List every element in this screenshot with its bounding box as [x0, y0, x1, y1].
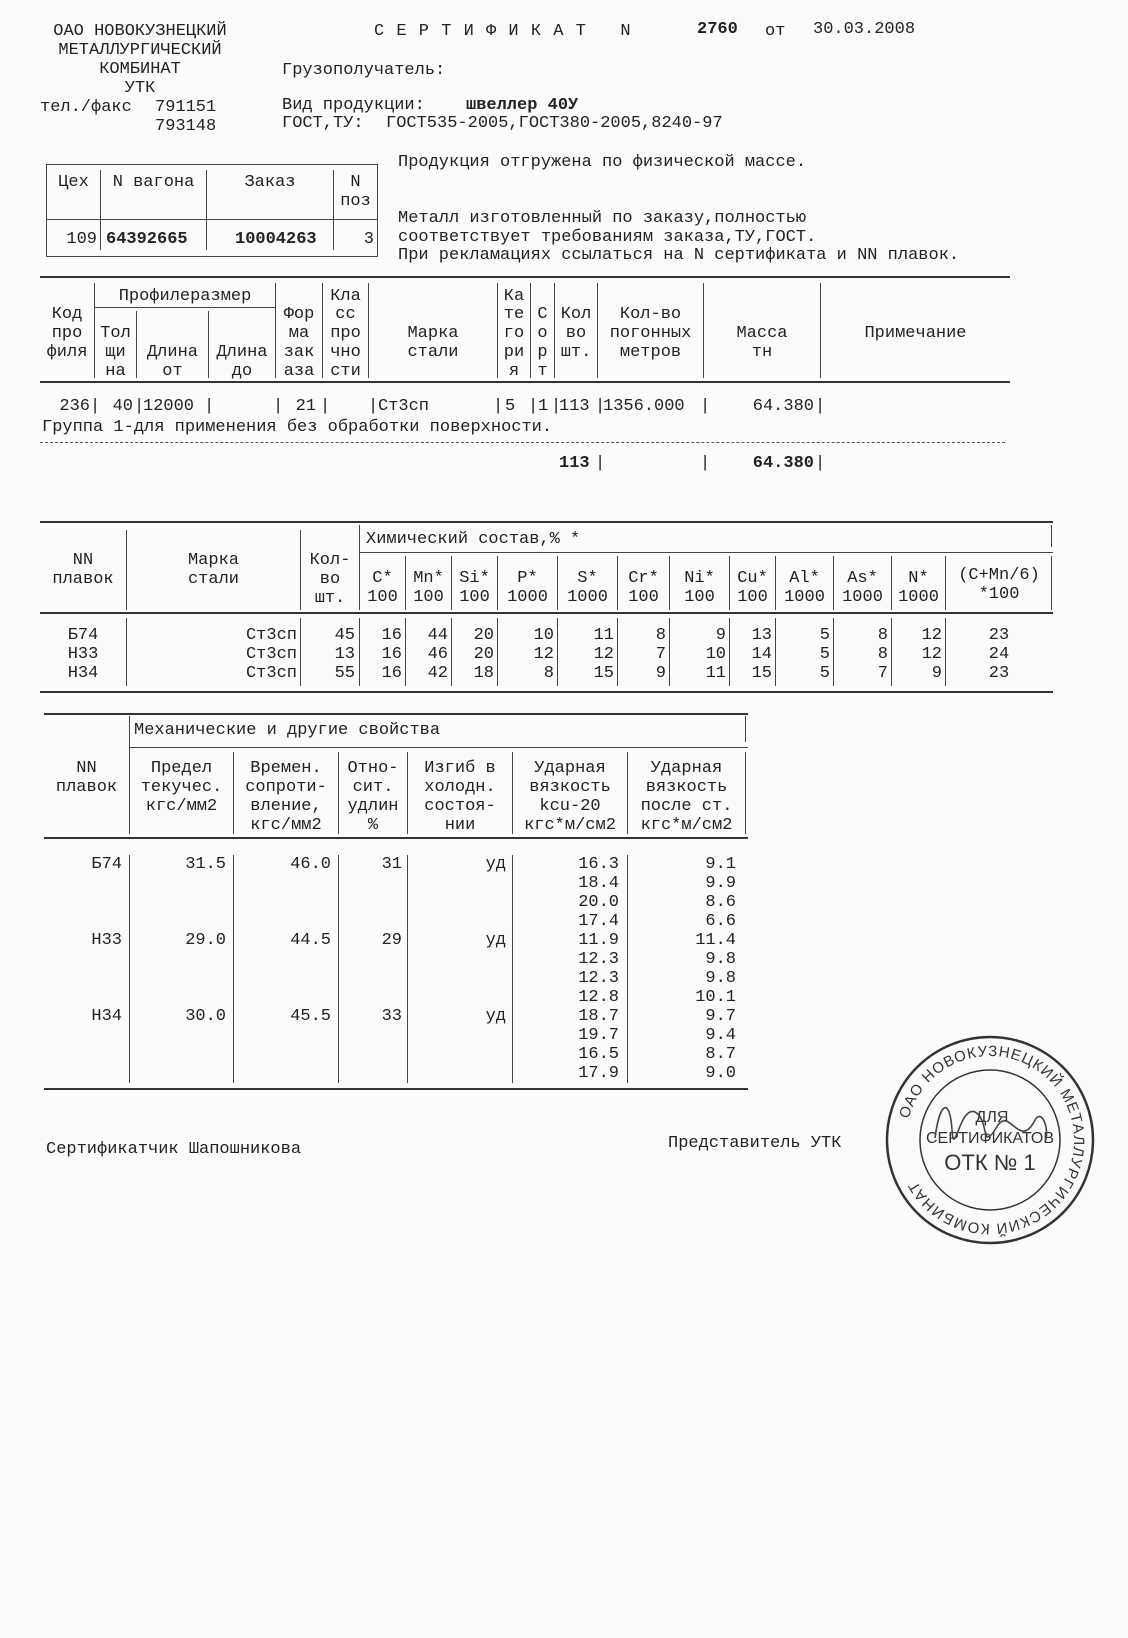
- product-qty: 113: [559, 397, 590, 416]
- products-header-class: про: [330, 324, 361, 343]
- chem-value: 12: [921, 645, 942, 664]
- mech-row-heat: Б74: [91, 855, 122, 874]
- products-header-meters: Кол-во: [619, 305, 682, 324]
- phone-label: тел./факс: [40, 98, 132, 117]
- product-steel: Ст3сп: [378, 397, 430, 416]
- chem-element-div: 100: [628, 588, 659, 607]
- shipment-header-wagon: N вагона: [112, 173, 195, 192]
- chem-value: 11: [593, 626, 614, 645]
- note-conformity-1: Металл изготовленный по заказу,полностью: [398, 209, 807, 228]
- products-header-category: ри: [503, 343, 525, 362]
- chem-element-div: 100: [367, 588, 398, 607]
- chem-value: 46: [427, 645, 448, 664]
- products-header-class: чно: [330, 343, 361, 362]
- product-code: 236: [59, 397, 90, 416]
- stamp-ring-text: ОАО НОВОКУЗНЕЦКИЙ МЕТАЛЛУРГИЧЕСКИЙ КОМБИНАТ: [896, 1042, 1088, 1238]
- products-header-code: Код: [51, 305, 83, 324]
- mech-row-elongation: 33: [381, 1007, 402, 1026]
- mech-header-impact-aged: вязкость: [645, 778, 728, 797]
- products-header-order-form: аза: [283, 362, 315, 381]
- chem-header-steel: стали: [187, 570, 239, 589]
- mech-header-yield: текучес.: [140, 778, 223, 797]
- products-header-order-form: ма: [288, 324, 310, 343]
- mech-row-yield: 29.0: [185, 931, 226, 950]
- product-meters: 1356.000: [603, 397, 685, 416]
- mech-row-tensile: 44.5: [290, 931, 331, 950]
- product-mass: 64.380: [752, 397, 814, 416]
- chem-element-name: Cr*: [628, 569, 659, 588]
- mech-row-bend: уд: [485, 1007, 506, 1026]
- chem-header-qty: шт.: [314, 589, 346, 608]
- impact-value: 18.4: [578, 874, 619, 893]
- shipment-border-right: [377, 164, 378, 257]
- chem-value: 23: [988, 626, 1010, 645]
- chem-element-name: С*: [372, 569, 393, 588]
- chem-value: 44: [427, 626, 448, 645]
- chem-element-div: 100: [413, 588, 444, 607]
- shipment-shop: 109: [66, 230, 97, 249]
- impact-value: 16.3: [578, 855, 619, 874]
- chem-value: 12: [593, 645, 614, 664]
- chem-value: 7: [655, 645, 666, 664]
- impact-value: 12.8: [578, 988, 619, 1007]
- chem-header-bottom: [40, 612, 1053, 614]
- products-header-class: сти: [330, 362, 361, 381]
- mech-row-tensile: 46.0: [290, 855, 331, 874]
- impact-value: 18.7: [578, 1007, 619, 1026]
- mech-row-yield: 31.5: [185, 855, 226, 874]
- mech-header-impact-aged: после ст.: [640, 797, 733, 816]
- profile-subheader-line: [95, 307, 275, 308]
- product-length-from: 12000: [143, 397, 195, 416]
- stamp-line-3: ОТК № 1: [944, 1150, 1036, 1175]
- impact-value: 17.4: [578, 912, 619, 931]
- products-header-qty: Кол: [560, 305, 592, 324]
- products-header-category: го: [503, 324, 525, 343]
- chem-value: 10: [705, 645, 726, 664]
- shipment-header-order: Заказ: [244, 173, 296, 192]
- impact-aged-value: 9.1: [705, 855, 736, 874]
- products-header-code: филя: [46, 343, 88, 362]
- products-header-thickness: на: [105, 362, 126, 381]
- mech-col-sep: [745, 752, 746, 834]
- chem-header-qty: Кол-: [309, 551, 351, 570]
- products-header-steel: стали: [407, 343, 459, 362]
- chem-value: 16: [381, 645, 402, 664]
- chem-row-qty: 45: [334, 626, 355, 645]
- products-header-category: Ка: [503, 287, 525, 306]
- mech-row-bend: уд: [485, 931, 506, 950]
- mech-header-yield: Предел: [150, 759, 213, 778]
- chem-value: 23: [988, 664, 1010, 683]
- shipment-border-top: [46, 164, 378, 165]
- chem-header-qty: во: [319, 570, 341, 589]
- products-header-length-from: Длина: [146, 343, 198, 362]
- chem-value: 16: [381, 664, 402, 683]
- impact-value: 16.5: [578, 1045, 619, 1064]
- note-shipped: Продукция отгружена по физической массе.: [398, 153, 807, 172]
- products-header-qty: во: [565, 324, 587, 343]
- chem-element-name: Si*: [459, 569, 490, 588]
- impact-value: 17.9: [578, 1064, 619, 1083]
- mech-header-elongation: %: [367, 816, 379, 835]
- chem-value: 15: [751, 664, 772, 683]
- chem-row-heat: Н33: [67, 645, 99, 664]
- products-header-code: про: [51, 324, 83, 343]
- chem-value: 20: [473, 626, 494, 645]
- chem-header-heats: плавок: [52, 570, 114, 589]
- totals-separator: [40, 442, 1005, 443]
- mech-header-bend: холодн.: [424, 778, 496, 797]
- chem-col-sep: [1051, 525, 1052, 547]
- impact-value: 19.7: [578, 1026, 619, 1045]
- products-header-order-form: зак: [283, 343, 315, 362]
- mech-row-bend: уд: [485, 855, 506, 874]
- chem-header-steel: Марка: [187, 551, 239, 570]
- mech-header-impact-aged: Ударная: [650, 759, 723, 778]
- chem-element-name: Ni*: [684, 569, 715, 588]
- phone-2: 793148: [155, 117, 217, 136]
- chem-border-bottom: [40, 691, 1053, 693]
- certificate-date: 30.03.2008: [813, 20, 916, 39]
- chem-element-name: Cu*: [737, 569, 768, 588]
- mech-border-top: [44, 713, 748, 715]
- chem-element-div: *100: [978, 585, 1020, 604]
- mech-row-elongation: 29: [381, 931, 402, 950]
- product-order-form: 21: [295, 397, 316, 416]
- stamp-line-2: СЕРТИФИКАТОВ: [925, 1130, 1055, 1147]
- chem-value: 9: [715, 626, 726, 645]
- phone-1: 791151: [155, 98, 217, 117]
- mech-header-tensile: сопроти-: [245, 778, 327, 797]
- chem-value: 9: [655, 664, 666, 683]
- impact-aged-value: 6.6: [705, 912, 736, 931]
- mech-header-tensile: Времен.: [250, 759, 322, 778]
- chem-element-div: 100: [459, 588, 490, 607]
- mech-row-heat: Н33: [91, 931, 122, 950]
- products-border-top: [40, 276, 1010, 278]
- mech-row-tensile: 45.5: [290, 1007, 331, 1026]
- gost-value: ГОСТ535-2005,ГОСТ380-2005,8240-97: [386, 114, 723, 133]
- impact-aged-value: 10.1: [695, 988, 736, 1007]
- chem-value: 8: [655, 626, 666, 645]
- mech-header-bottom: [44, 837, 748, 839]
- mech-col-sep: [233, 855, 234, 1083]
- impact-aged-value: 9.0: [705, 1064, 736, 1083]
- group-note: Группа 1-для применения без обработки поверхности.: [42, 418, 553, 437]
- products-header-category: я: [508, 362, 520, 381]
- shipment-border-mid: [46, 219, 378, 220]
- certifier-signature: Сертификатчик Шапошникова: [46, 1140, 302, 1159]
- shipment-header-pos: N: [350, 173, 361, 192]
- impact-aged-value: 8.6: [705, 893, 736, 912]
- shipment-header-shop: Цех: [58, 173, 89, 192]
- chem-element-name: Mn*: [413, 569, 444, 588]
- chem-value: 7: [877, 664, 888, 683]
- mech-header-elongation: удлин: [347, 797, 399, 816]
- mech-border-bottom: [44, 1088, 748, 1090]
- products-header-profile-size: Профилеразмер: [118, 287, 252, 306]
- chem-header-heats: NN: [72, 551, 94, 570]
- chem-value: 8: [877, 645, 888, 664]
- product-type: швеллер 40У: [466, 96, 579, 115]
- chem-border-top: [40, 521, 1053, 523]
- chem-value: 12: [921, 626, 942, 645]
- chem-value: 42: [427, 664, 448, 683]
- mech-col-sep: [129, 855, 130, 1083]
- products-header-grade: р: [537, 343, 548, 362]
- product-type-label: Вид продукции:: [282, 96, 425, 115]
- representative-signature: Представитель УТК: [668, 1134, 842, 1153]
- mech-col-sep: [407, 855, 408, 1083]
- mech-row-heat: Н34: [91, 1007, 122, 1026]
- date-label: от: [765, 22, 786, 41]
- shipment-order: 10004263: [235, 230, 317, 249]
- issuer-name-1: ОАО НОВОКУЗНЕЦКИЙ: [53, 22, 227, 41]
- mech-header-impact: кгс*м/см2: [524, 816, 616, 835]
- product-category: 5: [505, 397, 516, 416]
- impact-aged-value: 9.9: [705, 874, 736, 893]
- chem-element-div: 1000: [784, 588, 825, 607]
- products-header-thickness: Тол: [100, 324, 131, 343]
- mech-title: Механические и другие свойства: [134, 721, 441, 740]
- chem-row-qty: 55: [334, 664, 355, 683]
- certificate-title: С Е Р Т И Ф И К А Т N: [374, 22, 632, 41]
- product-thickness: 40: [112, 397, 133, 416]
- chem-element-div: 1000: [898, 588, 939, 607]
- mech-subheader-line: [129, 747, 748, 748]
- mech-col-sep: [745, 716, 746, 742]
- chem-row-heat: Н34: [67, 664, 99, 683]
- mech-header-bend: нии: [444, 816, 476, 835]
- chem-value: 5: [819, 626, 830, 645]
- chem-value: 14: [751, 645, 772, 664]
- mech-header-impact: kcu-20: [539, 797, 601, 816]
- consignee-label: Грузополучатель:: [282, 61, 446, 80]
- mech-header-elongation: сит.: [352, 778, 394, 797]
- chem-value: 18: [473, 664, 494, 683]
- mech-header-impact: Ударная: [534, 759, 606, 778]
- chem-element-name: Al*: [789, 569, 820, 588]
- mech-header-elongation: Отно-: [347, 759, 399, 778]
- chem-row-steel: Ст3сп: [245, 664, 297, 683]
- chem-element-div: 1000: [567, 588, 608, 607]
- products-header-length-to: Длина: [216, 343, 268, 362]
- products-header-class: Кла: [330, 287, 361, 306]
- products-header-category: те: [503, 305, 525, 324]
- mech-header-heats: плавок: [55, 778, 118, 797]
- note-claims: При рекламациях ссылаться на N сертификата и NN плавок.: [398, 246, 960, 265]
- chem-value: 8: [877, 626, 888, 645]
- total-mass: 64.380: [752, 454, 814, 473]
- chem-row-steel: Ст3сп: [245, 645, 297, 664]
- mech-header-yield: кгс/мм2: [145, 797, 218, 816]
- chem-value: 10: [533, 626, 554, 645]
- impact-aged-value: 9.7: [705, 1007, 736, 1026]
- products-header-thickness: щи: [105, 343, 126, 362]
- issuer-name-4: УТК: [124, 79, 156, 98]
- shipment-wagon: 64392665: [106, 230, 188, 249]
- mech-row-elongation: 31: [381, 855, 402, 874]
- chem-title: Химический состав,% *: [366, 530, 581, 549]
- product-grade: 1: [538, 397, 549, 416]
- issuer-name-2: МЕТАЛЛУРГИЧЕСКИЙ: [58, 41, 222, 60]
- chem-value: 12: [533, 645, 554, 664]
- products-header-class: сс: [335, 305, 356, 324]
- impact-value: 11.9: [578, 931, 619, 950]
- mech-header-heats: NN: [76, 759, 97, 778]
- chem-element-name: P*: [517, 569, 538, 588]
- certificate-number: 2760: [697, 20, 738, 39]
- chem-row-steel: Ст3сп: [245, 626, 297, 645]
- chem-value: 11: [705, 664, 726, 683]
- chem-row-heat: Б74: [67, 626, 99, 645]
- chem-value: 5: [819, 645, 830, 664]
- shipment-border-bottom: [46, 256, 378, 257]
- note-conformity-2: соответствует требованиям заказа,ТУ,ГОСТ.: [398, 228, 817, 247]
- chem-element-name: As*: [847, 569, 878, 588]
- issuer-name-3: КОМБИНАТ: [99, 60, 181, 79]
- chem-element-div: 1000: [842, 588, 883, 607]
- impact-value: 12.3: [578, 969, 619, 988]
- chem-value: 13: [751, 626, 772, 645]
- chem-value: 9: [931, 664, 942, 683]
- chem-row-qty: 13: [334, 645, 355, 664]
- impact-value: 12.3: [578, 950, 619, 969]
- chem-value: 15: [593, 664, 614, 683]
- products-header-grade: т: [537, 362, 548, 381]
- shipment-pos: 3: [363, 230, 374, 249]
- products-header-bottom: [40, 381, 1010, 383]
- chem-value: 24: [988, 645, 1010, 664]
- chem-value: 20: [473, 645, 494, 664]
- impact-aged-value: 8.7: [705, 1045, 736, 1064]
- stamp-line-1: ДЛЯ: [975, 1109, 1009, 1126]
- impact-aged-value: 9.8: [705, 950, 736, 969]
- mech-header-bend: состоя-: [424, 797, 496, 816]
- chem-element-div: 100: [737, 588, 768, 607]
- chem-subheader-line: [360, 552, 1053, 553]
- impact-aged-value: 9.4: [705, 1026, 736, 1045]
- products-header-length-from: от: [162, 362, 183, 381]
- chem-value: 16: [381, 626, 402, 645]
- chem-element-name: S*: [577, 569, 598, 588]
- impact-aged-value: 9.8: [705, 969, 736, 988]
- products-header-qty: шт.: [560, 343, 592, 362]
- impact-value: 20.0: [578, 893, 619, 912]
- chem-element-div: 1000: [507, 588, 548, 607]
- chem-element-name: N*: [908, 569, 929, 588]
- chem-value: 8: [543, 664, 554, 683]
- products-header-mass: тн: [751, 343, 773, 362]
- products-header-steel: Марка: [407, 324, 459, 343]
- chem-element-name: (C+Mn/6): [958, 566, 1040, 585]
- impact-aged-value: 11.4: [695, 931, 736, 950]
- products-header-meters: погонных: [609, 324, 692, 343]
- mech-header-bend: Изгиб в: [424, 759, 496, 778]
- products-header-remark: Примечание: [864, 324, 967, 343]
- shipment-header-pos: поз: [340, 192, 371, 211]
- total-qty: 113: [559, 454, 590, 473]
- products-header-meters: метров: [619, 343, 682, 362]
- mech-header-tensile: кгс/мм2: [250, 816, 322, 835]
- products-header-grade: С: [537, 305, 548, 324]
- mech-header-impact: вязкость: [529, 778, 611, 797]
- gost-label: ГОСТ,ТУ:: [282, 114, 364, 133]
- mech-col-sep: [338, 855, 339, 1083]
- products-header-length-to: до: [231, 362, 253, 381]
- mech-row-yield: 30.0: [185, 1007, 226, 1026]
- otk-stamp: [880, 1030, 1100, 1250]
- chem-value: 5: [819, 664, 830, 683]
- mech-header-impact-aged: кгс*м/см2: [640, 816, 733, 835]
- chem-element-div: 100: [684, 588, 715, 607]
- products-header-grade: о: [537, 324, 548, 343]
- mech-header-tensile: вление,: [250, 797, 322, 816]
- products-header-mass: Масса: [736, 324, 788, 343]
- products-header-order-form: Фор: [283, 305, 315, 324]
